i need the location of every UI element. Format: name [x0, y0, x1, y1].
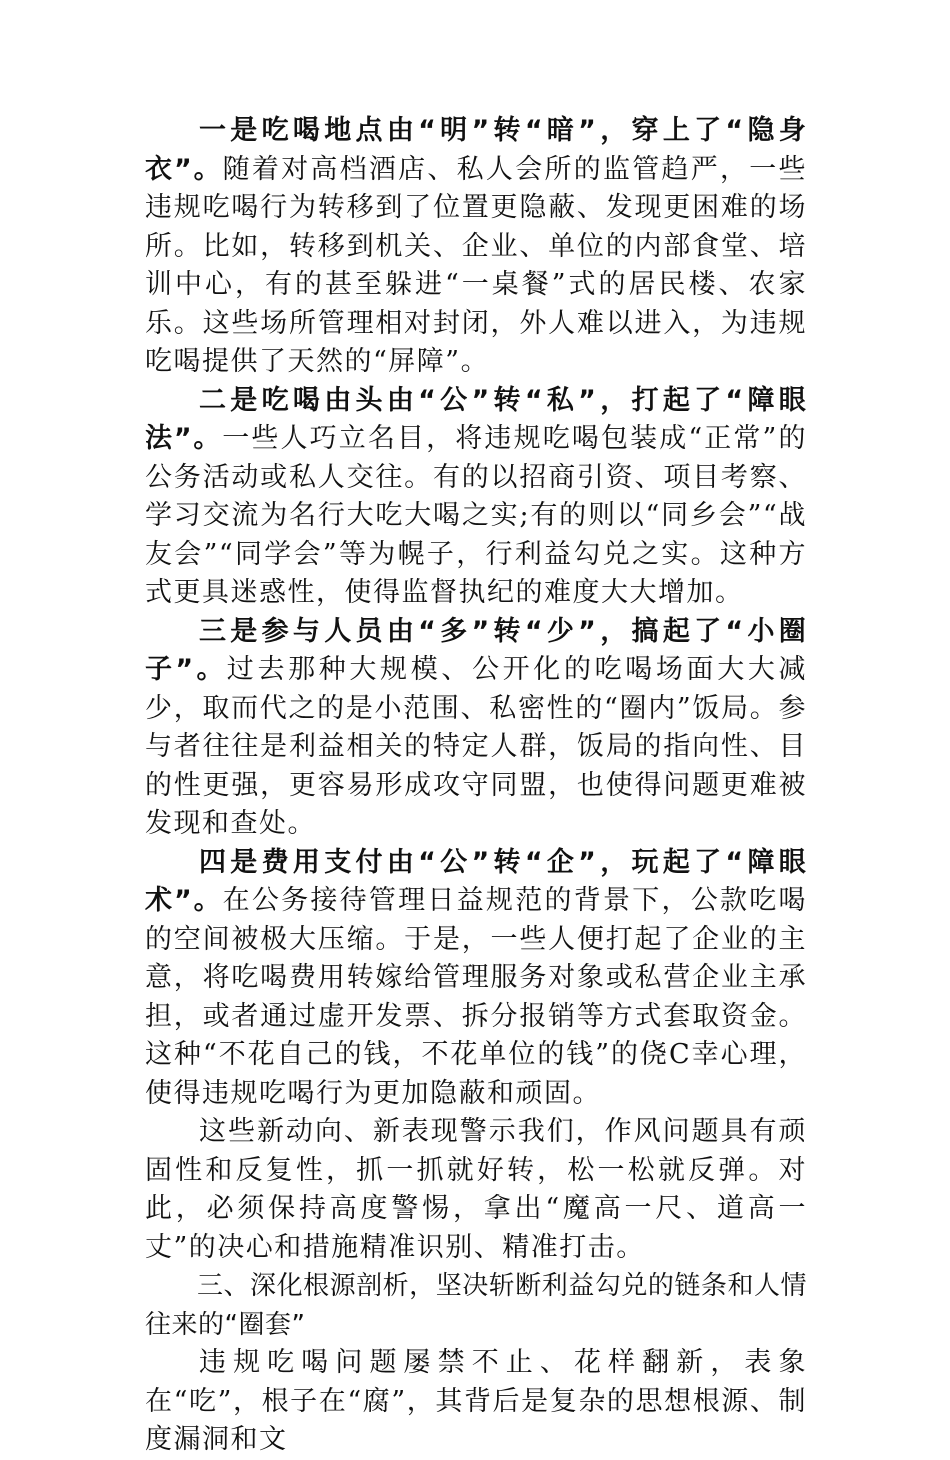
paragraph-location — [145, 112, 807, 382]
paragraph-lead: 三是参与人员由“多”转“少”，搞起了“小圈子”。 — [145, 615, 807, 685]
paragraph-lead: 一是吃喝地点由“明”转“暗”，穿上了“隐身衣”。 — [145, 115, 807, 185]
paragraph-closing — [145, 1344, 807, 1460]
paragraph-body: 违规吃喝问题屡禁不止、花样翻新，表象在“吃”，根子在“腐”，其背后是复杂的思想根源、制度漏洞和文 — [145, 1347, 807, 1455]
paragraph-body: 过去那种大规模、公开化的吃喝场面大大减少，取而代之的是小范围、私密性的“圈内”饭局。参与者往往是利益相关的特定人群，饭局的指向性、目的性更强，更容易形成攻守同盟，也使得问题更难被发现和查处。 — [145, 654, 807, 839]
paragraph-payment — [145, 844, 807, 1114]
document-page — [145, 112, 807, 1460]
paragraph-warning — [145, 1113, 807, 1267]
paragraph-participants — [145, 613, 807, 844]
paragraph-lead: 二是吃喝由头由“公”转“私”，打起了“障眼法”。 — [145, 384, 807, 454]
paragraph-body: 在公务接待管理日益规范的背景下，公款吃喝的空间被极大压缩。于是，一些人便打起了企业的主意，将吃喝费用转嫁给管理服务对象或私营企业主承担，或者通过虚开发票、拆分报销等方式套取资金。这种“不花自己的钱，不花单位的钱”的侥C幸心理，使得违规吃喝行为更加隐蔽和顽固。 — [145, 885, 807, 1109]
paragraph-pretext — [145, 382, 807, 613]
paragraph-lead: 四是费用支付由“公”转“企”，玩起了“障眼术”。 — [145, 846, 807, 916]
section-heading: 三、深化根源剖析，坚决斩断利益勾兑的链条和人情往来的“圈套” — [145, 1271, 807, 1340]
paragraph-body: 随着对高档酒店、私人会所的监管趋严，一些违规吃喝行为转移到了位置更隐蔽、发现更困难的场所。比如，转移到机关、企业、单位的内部食堂、培训中心，有的甚至躲进“一桌餐”式的居民楼、农家乐。这些场所管理相对封闭，外人难以进入，为违规吃喝提供了天然的“屏障”。 — [145, 153, 807, 377]
paragraph-body: 这些新动向、新表现警示我们，作风问题具有顽固性和反复性，抓一抓就好转，松一松就反弹。对此，必须保持高度警惕，拿出“魔高一尺、道高一丈”的决心和措施精准识别、精准打击。 — [145, 1116, 807, 1263]
paragraph-body: 一些人巧立名目，将违规吃喝包装成“正常”的公务活动或私人交往。有的以招商引资、项目考察、学习交流为名行大吃大喝之实;有的则以“同乡会”“战友会”“同学会”等为幌子，行利益勾兑之实。这种方式更具迷惑性，使得监督执纪的难度大大增加。 — [145, 423, 807, 608]
